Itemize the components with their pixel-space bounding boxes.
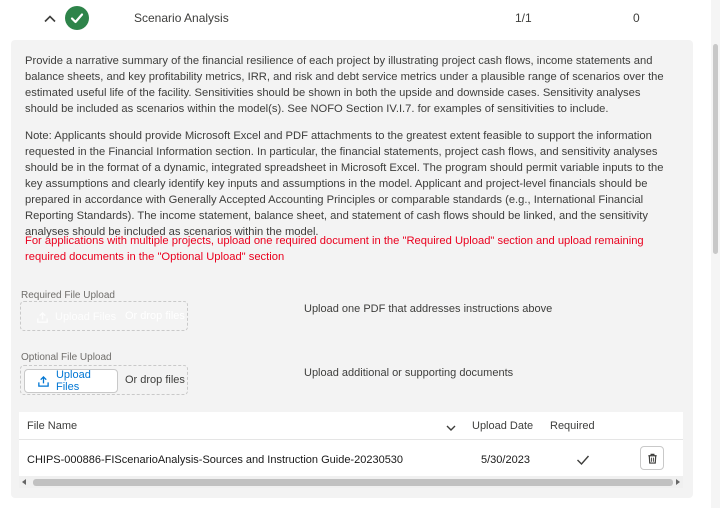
section-header[interactable] — [0, 0, 706, 38]
optional-upload-button[interactable] — [24, 369, 118, 393]
scroll-right-icon[interactable] — [676, 479, 680, 485]
required-check-icon — [576, 454, 590, 466]
trash-icon — [647, 453, 658, 464]
optional-upload-instruction: Upload additional or supporting documents — [304, 367, 514, 379]
page-scrollbar-thumb[interactable] — [713, 44, 718, 254]
page-vertical-scrollbar[interactable] — [711, 0, 720, 508]
files-table — [19, 412, 683, 476]
upload-icon — [37, 375, 50, 388]
required-upload-dropzone[interactable] — [20, 301, 188, 331]
scroll-left-icon[interactable] — [22, 479, 26, 485]
multi-project-warning: For applications with multiple projects, upload one required document in the "Required Upload" section and upload remaining required documents in the "Optional Upload" section — [25, 235, 644, 263]
required-upload-button[interactable] — [24, 305, 118, 329]
header-divider — [19, 439, 683, 440]
complete-status-badge — [65, 6, 89, 30]
chevron-down-icon[interactable] — [445, 422, 457, 434]
scrollbar-thumb[interactable] — [33, 479, 673, 486]
upload-date-cell: 5/30/2023 — [481, 454, 530, 466]
required-upload-instruction: Upload one PDF that addresses instructions above — [304, 303, 553, 315]
optional-drop-text: Or drop files — [125, 374, 185, 386]
required-upload-button-label: Upload Files — [55, 311, 117, 323]
check-icon — [65, 6, 89, 30]
optional-upload-button-label: Upload Files — [55, 369, 91, 393]
instructions-paragraph: Provide a narrative summary of the financial resilience of each project by illustrating project cash flows, income statements and balance sheets, and key profitability metrics, IRR, and risk and debt service metrics under a plausible range of scenarios over the estimated useful life of the facility. Sensitivities should be shown in both the upside and downside cases. Sensitivity analyses should be included as scenarios within the model(s). See NOFO Section IV.I.7. for examples of sensitivities to include. — [25, 55, 664, 115]
optional-upload-label: Optional File Upload — [21, 352, 112, 363]
optional-upload-dropzone[interactable] — [20, 365, 188, 395]
column-header-file-name[interactable]: File Name — [27, 420, 78, 432]
note-paragraph: Note: Applicants should provide Microsoft Excel and PDF attachments to the greatest extent feasible to support the information requested in the Financial Information section. In particular, the financial statements, project cash flows, and sensitivity analyses should be in the format of a dynamic, integrated spreadsheet in Microsoft Excel. The program should permit variable inputs to the key assumptions and clearly identify key inputs and assumptions in the model. Applicant and project-level financials should be prepared in accordance with Generally Accepted Accounting Principles or comparable standards (e.g., International Financial Reporting Standards). The income statement, balance sheet, and statement of cash flows should be linked, and the sensitivity analyses should be included as scenarios within the model. — [25, 130, 664, 238]
column-header-required[interactable]: Required — [550, 420, 595, 432]
section-title: Scenario Analysis — [134, 11, 229, 25]
column-header-upload-date[interactable]: Upload Date — [472, 420, 534, 432]
table-horizontal-scrollbar[interactable] — [19, 476, 683, 488]
section-count: 1/1 — [515, 11, 532, 25]
upload-icon — [36, 311, 49, 324]
delete-file-button[interactable] — [640, 446, 664, 470]
chevron-up-icon[interactable] — [42, 11, 58, 27]
file-name-cell: CHIPS-000886-FIScenarioAnalysis-Sources and Instruction Guide-20230530 — [27, 454, 404, 466]
required-upload-label: Required File Upload — [21, 290, 115, 301]
section-value: 0 — [633, 11, 640, 25]
required-drop-text: Or drop files — [125, 310, 185, 322]
